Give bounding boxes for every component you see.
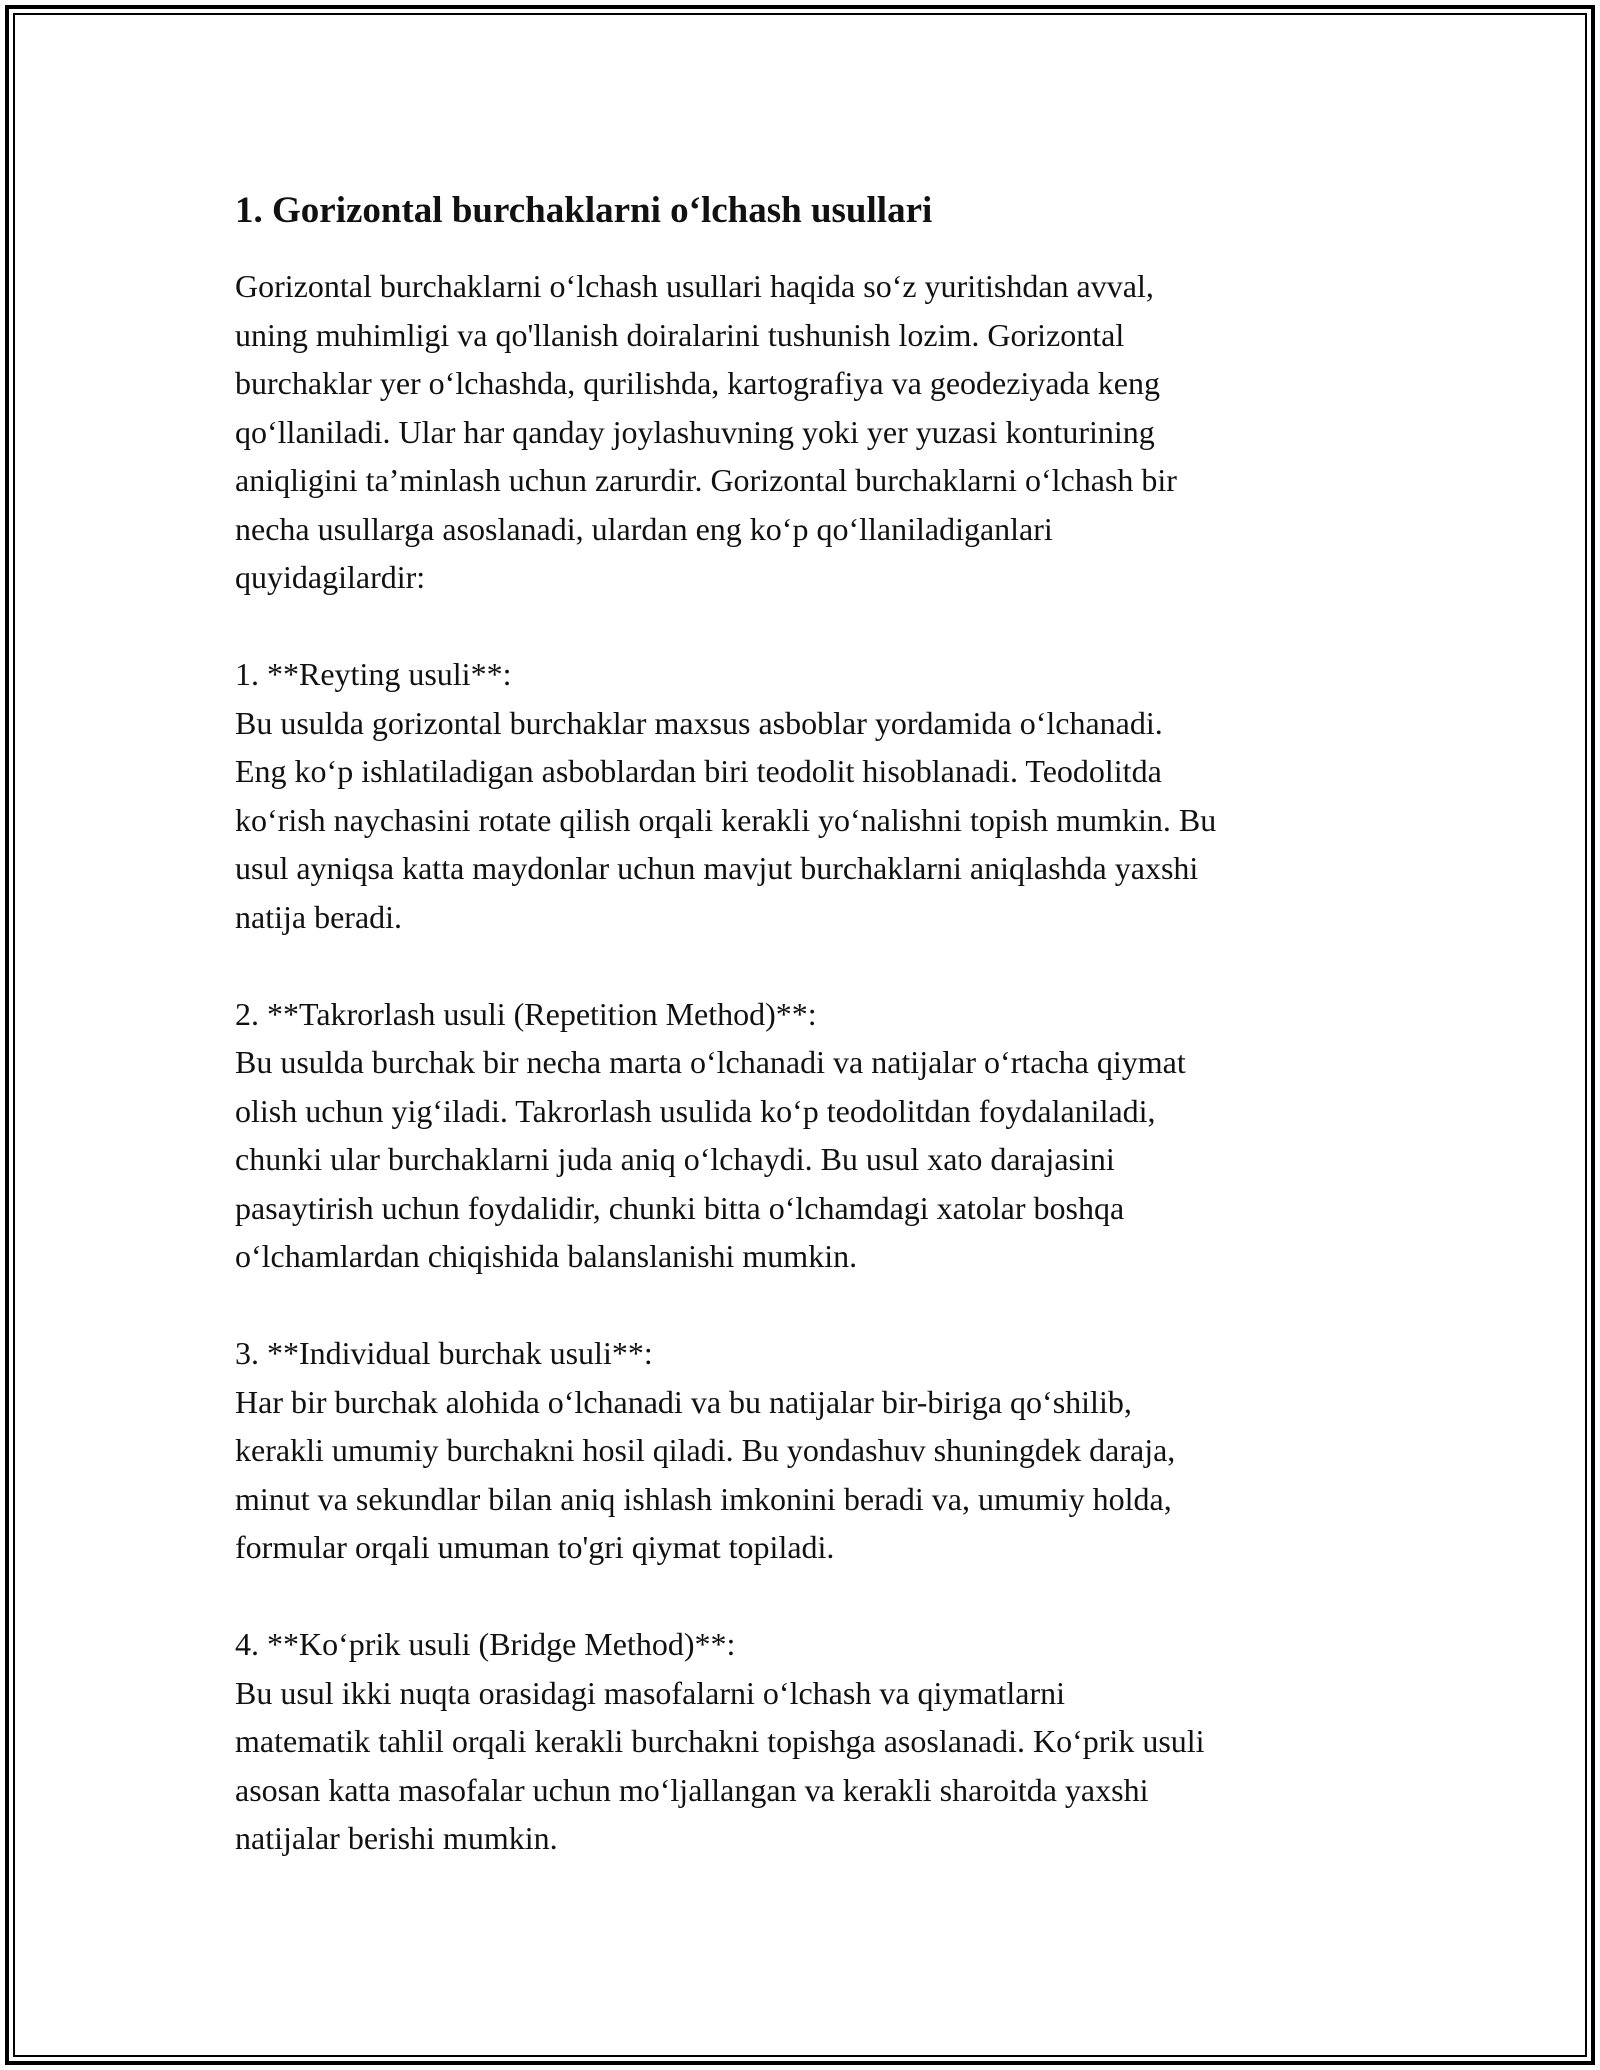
section-4-body: Bu usul ikki nuqta orasidagi masofalarni o‘lchash va qiymatlarni matematik tahlil orqali kerakli burchakni topishga asoslanadi. Ko‘prik usuli asosan katta masofalar uchun mo‘ljallangan va kerakli sharoitda yaxshi natijalar berishi mumkin. (235, 1674, 1205, 1856)
section-3-body: Har bir burchak alohida o‘lchanadi va bu natijalar bir-biriga qo‘shilib, kerakli umumiy burchakni hosil qiladi. Bu yondashuv shuningdek daraja, minut va sekundlar bilan aniq ishlash imkonini beradi va, umumiy holda, formular orqali umuman to'gri qiymat topiladi. (235, 1383, 1176, 1565)
document-body (235, 186, 1365, 1863)
paragraph-spacer (235, 602, 1365, 651)
section-4-heading: 4. **Ko‘prik usuli (Bridge Method)**: (235, 1626, 736, 1662)
section-2-heading: 2. **Takrorlash usuli (Repetition Method)**: (235, 995, 817, 1032)
section-1-body: Bu usulda gorizontal burchaklar maxsus asboblar yordamida o‘lchanadi. Eng ko‘p ishlatiladigan asboblardan biri teodolit hisoblanadi. Teodolitda ko‘rish naychasini rotate qilish orqali kerakli yo‘nalishni topish mumkin. Bu usul ayniqsa katta maydonlar uchun mavjut burchaklarni aniqlashda yaxshi natija beradi. (235, 704, 1217, 935)
paragraph-spacer (235, 941, 1365, 990)
section-1-heading: 1. **Reyting usuli**: (235, 656, 512, 692)
document-title: 1. Gorizontal burchaklarni o‘lchash usullari (235, 190, 933, 231)
paragraph-spacer (235, 1281, 1365, 1330)
section-3-heading: 3. **Individual burchak usuli**: (235, 1335, 653, 1371)
paragraph-spacer (235, 1572, 1365, 1621)
intro-paragraph: Gorizontal burchaklarni o‘lchash usullari haqida so‘z yuritishdan avval, uning muhimligi va qo'llanish doiralarini tushunish lozim. Gorizontal burchaklar yer o‘lchashda, qurilishda, kartografiya va geodeziyada keng qo‘llaniladi. Ular har qanday joylashuvning yoki yer yuzasi konturining aniqligini ta’minlash uchun zarurdir. Gorizontal burchaklarni o‘lchash bir necha usullarga asoslanadi, ulardan eng ko‘p qo‘llaniladiganlari quyidagilardir: (235, 268, 1177, 595)
section-2-body: Bu usulda burchak bir necha marta o‘lchanadi va natijalar o‘rtacha qiymat olish uchun yig‘iladi. Takrorlash usulida ko‘p teodolitdan foydalaniladi, chunki ular burchaklarni juda aniq o‘lchaydi. Bu usul xato darajasini pasaytirish uchun foydalidir, chunki bitta o‘lchamdagi xatolar boshqa o‘lchamlardan chiqishida balanslanishi mumkin. (235, 1044, 1186, 1274)
